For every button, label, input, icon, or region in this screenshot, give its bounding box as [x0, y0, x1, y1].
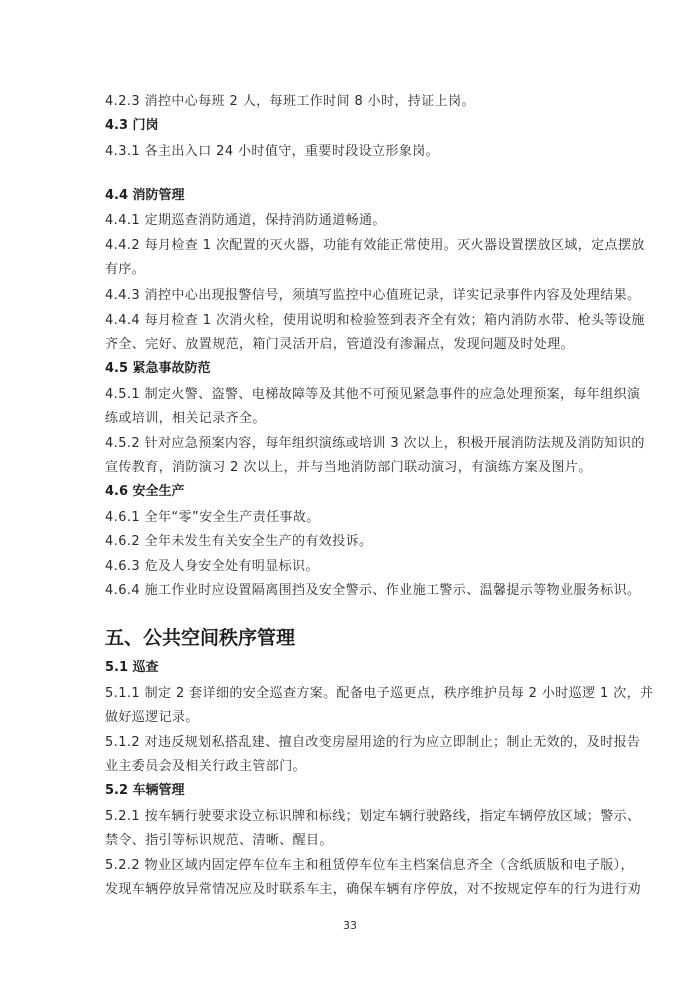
paragraph-5-1-2-continued: 业主委员会及相关行政主管部门。: [105, 759, 307, 774]
paragraph-5-2-1-continued: 禁令、指引等标识规范、清晰、醒目。: [105, 833, 333, 848]
paragraph-4-6-3: 4.6.3 危及人身安全处有明显标识。: [105, 559, 319, 574]
paragraph-4-6-4: 4.6.4 施工作业时应设置隔离围挡及安全警示、作业施工警示、温馨提示等物业服务标识。: [105, 583, 641, 598]
section-heading-5-1: 5.1 巡查: [105, 660, 159, 675]
paragraph-4-5-2-continued: 宣传教育，消防演习 2 次以上，并与当地消防部门联动演习，有演练方案及图片。: [105, 460, 592, 475]
paragraph-4-5-2: 4.5.2 针对应急预案内容，每年组织演练或培训 3 次以上，积极开展消防法规及消防知识的: [105, 436, 645, 451]
section-heading-4-3: 4.3 门岗: [105, 118, 159, 133]
section-heading-4-6: 4.6 安全生产: [105, 484, 185, 499]
paragraph-4-4-1: 4.4.1 定期巡查消防通道，保持消防通道畅通。: [105, 213, 386, 228]
paragraph-4-3-1: 4.3.1 各主出入口 24 小时值守，重要时段设立形象岗。: [105, 144, 440, 159]
chapter-heading-5: 五、公共空间秩序管理: [105, 627, 296, 649]
section-heading-4-5: 4.5 紧急事故防范: [105, 361, 211, 376]
paragraph-4-6-2: 4.6.2 全年未发生有关安全生产的有效投诉。: [105, 534, 373, 549]
paragraph-5-1-2: 5.1.2 对违反规划私搭乱建、擅自改变房屋用途的行为应立即制止；制止无效的，及时报告: [105, 735, 641, 750]
paragraph-5-1-1-continued: 做好巡逻记录。: [105, 710, 199, 725]
paragraph-4-4-2: 4.4.2 每月检查 1 次配置的灭火器，功能有效能正常使用。灭火器设置摆放区域，定点摆放: [105, 238, 645, 253]
paragraph-5-1-1: 5.1.1 制定 2 套详细的安全巡查方案。配备电子巡更点，秩序维护员每 2 小时巡逻 1 次，并: [105, 686, 654, 701]
paragraph-5-2-2-continued: 发现车辆停放异常情况应及时联系车主，确保车辆有序停放，对不按规定停车的行为进行劝: [105, 882, 642, 897]
paragraph-4-4-2-continued: 有序。: [105, 262, 146, 277]
paragraph-4-4-4-continued: 齐全、完好、放置规范，箱门灵活开启，管道没有渗漏点，发现问题及时处理。: [105, 337, 575, 352]
paragraph-5-2-1: 5.2.1 按车辆行驶要求设立标识牌和标线；划定车辆行驶路线，指定车辆停放区域；警示、: [105, 809, 641, 824]
paragraph-4-6-1: 4.6.1 全年“零”安全生产责任事故。: [105, 510, 320, 525]
paragraph-4-2-3: 4.2.3 消控中心每班 2 人，每班工作时间 8 小时，持证上岗。: [105, 94, 475, 109]
section-heading-5-2: 5.2 车辆管理: [105, 783, 185, 798]
page-number: 33: [343, 919, 357, 932]
paragraph-4-5-1: 4.5.1 制定火警、盗警、电梯故障等及其他不可预见紧急事件的应急处理预案，每年组织演: [105, 387, 641, 402]
paragraph-4-4-3: 4.4.3 消控中心出现报警信号，须填写监控中心值班记录，详实记录事件内容及处理结果。: [105, 288, 641, 303]
paragraph-4-4-4: 4.4.4 每月检查 1 次消火栓，使用说明和检验签到表齐全有效；箱内消防水带、枪头等设施: [105, 313, 645, 328]
section-heading-4-4: 4.4 消防管理: [105, 188, 185, 203]
paragraph-4-5-1-continued: 练或培训，相关记录齐全。: [105, 411, 266, 426]
paragraph-5-2-2: 5.2.2 物业区域内固定停车位车主和租赁停车位车主档案信息齐全（含纸质版和电子版），: [105, 858, 634, 873]
